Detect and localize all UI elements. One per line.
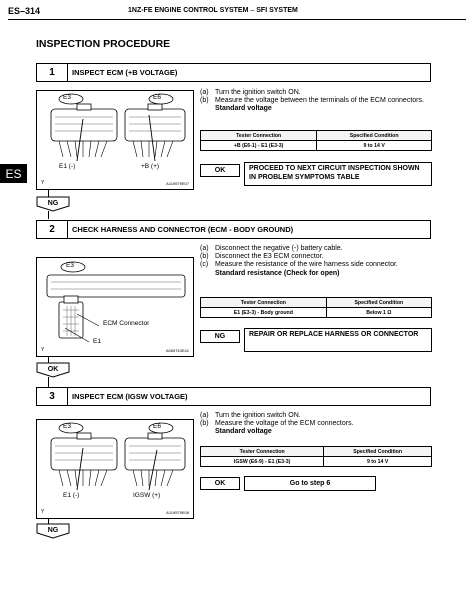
instruction-item: (a) Turn the ignition switch ON. xyxy=(200,412,301,419)
step-3-instructions xyxy=(200,412,432,437)
step-1-header xyxy=(36,63,431,82)
step-title: CHECK HARNESS AND CONNECTOR (ECM - BODY GROUND) xyxy=(72,225,294,234)
result-ok-tag: OK xyxy=(200,477,240,490)
section-tab: ES xyxy=(0,164,27,183)
step-2-spec-table xyxy=(200,297,432,318)
ecm-connector-diagram xyxy=(37,420,193,518)
figure-y-mark: Y xyxy=(41,180,45,186)
ecm-connector-label: ECM Connector xyxy=(103,320,150,327)
step-3-spec-table xyxy=(200,446,432,467)
step-1-figure xyxy=(36,90,194,190)
col-header: Specified Condition xyxy=(324,447,432,457)
step-1-spec-table xyxy=(200,130,432,151)
spec-title: Standard voltage xyxy=(215,428,272,436)
table-row: E1 (E3-3) - Body ground Below 1 Ω xyxy=(201,308,432,318)
instruction-item: (b) Measure the voltage between the terminals of the ECM connectors. xyxy=(200,97,424,105)
page-code: ES–314 xyxy=(8,6,41,16)
terminal-e1-label: E1 xyxy=(93,338,101,345)
step-2-header xyxy=(36,220,431,239)
instruction-item: (a) Disconnect the negative (-) battery cable. xyxy=(200,245,343,252)
step-title: INSPECT ECM (IGSW VOLTAGE) xyxy=(72,392,188,401)
flow-ok-marker: OK xyxy=(36,362,70,378)
spec-title: Standard voltage xyxy=(215,105,272,113)
terminal-igsw-label: IGSW (+) xyxy=(133,492,161,499)
header-rule xyxy=(8,19,466,20)
step-number: 2 xyxy=(37,221,68,238)
figure-code: A119579E08 xyxy=(166,510,189,515)
table-row: +B (E6-1) - E1 (E3-3) 9 to 14 V xyxy=(201,141,432,151)
step-3-figure xyxy=(36,419,194,519)
connector-e6-label: E6 xyxy=(153,423,161,430)
col-header: Tester Connection xyxy=(201,298,327,308)
terminal-b-label: +B (+) xyxy=(141,163,160,170)
connector-e3-label: E3 xyxy=(63,423,71,430)
step-number: 3 xyxy=(37,388,68,405)
result-instruction: REPAIR OR REPLACE HARNESS OR CONNECTOR xyxy=(244,328,432,352)
figure-y-mark: Y xyxy=(41,509,45,515)
connector-e3-label: E3 xyxy=(63,94,71,101)
col-header: Specified Condition xyxy=(317,131,432,141)
instruction-item: (b) Disconnect the E3 ECM connector. xyxy=(200,253,324,261)
col-header: Specified Condition xyxy=(326,298,431,308)
figure-code: A065743E41 xyxy=(165,348,189,353)
step-2-figure xyxy=(36,257,194,357)
step-3-header xyxy=(36,387,431,406)
spec-title: Standard resistance (Check for open) xyxy=(215,269,340,277)
instruction-item: (c) Measure the resistance of the wire harness side connector. xyxy=(200,261,398,269)
procedure-title: INSPECTION PROCEDURE xyxy=(36,38,171,50)
connector-e6-label: E6 xyxy=(153,94,161,101)
terminal-e1-label: E1 (-) xyxy=(63,492,80,499)
step-title: INSPECT ECM (+B VOLTAGE) xyxy=(72,68,178,77)
flow-ng-marker: NG xyxy=(36,523,70,539)
flow-line xyxy=(48,211,49,219)
ecm-connector-diagram xyxy=(37,91,193,189)
figure-code: A119579E07 xyxy=(166,181,189,186)
flow-line xyxy=(48,377,49,387)
harness-connector-diagram xyxy=(37,258,193,356)
flow-ng-marker: NG xyxy=(36,196,70,212)
connector-e3-label: E3 xyxy=(66,262,74,269)
terminal-e1-label: E1 (-) xyxy=(59,163,76,170)
col-header: Tester Connection xyxy=(201,447,324,457)
result-instruction: Go to step 6 xyxy=(244,476,376,491)
step-2-instructions xyxy=(200,245,432,278)
step-1-instructions xyxy=(200,89,432,114)
result-ng-tag: NG xyxy=(200,330,240,343)
step-number: 1 xyxy=(37,64,68,81)
result-instruction: PROCEED TO NEXT CIRCUIT INSPECTION SHOWN IN PROBLEM SYMPTOMS TABLE xyxy=(244,162,432,186)
instruction-item: (a) Turn the ignition switch ON. xyxy=(200,89,301,96)
system-title: 1NZ-FE ENGINE CONTROL SYSTEM – SFI SYSTEM xyxy=(128,7,298,14)
col-header: Tester Connection xyxy=(201,131,317,141)
table-row: IGSW (E6-9) - E1 (E3-3) 9 to 14 V xyxy=(201,457,432,467)
result-ok-tag: OK xyxy=(200,164,240,177)
instruction-item: (b) Measure the voltage of the ECM connectors. xyxy=(200,420,354,428)
figure-y-mark: Y xyxy=(41,347,45,353)
